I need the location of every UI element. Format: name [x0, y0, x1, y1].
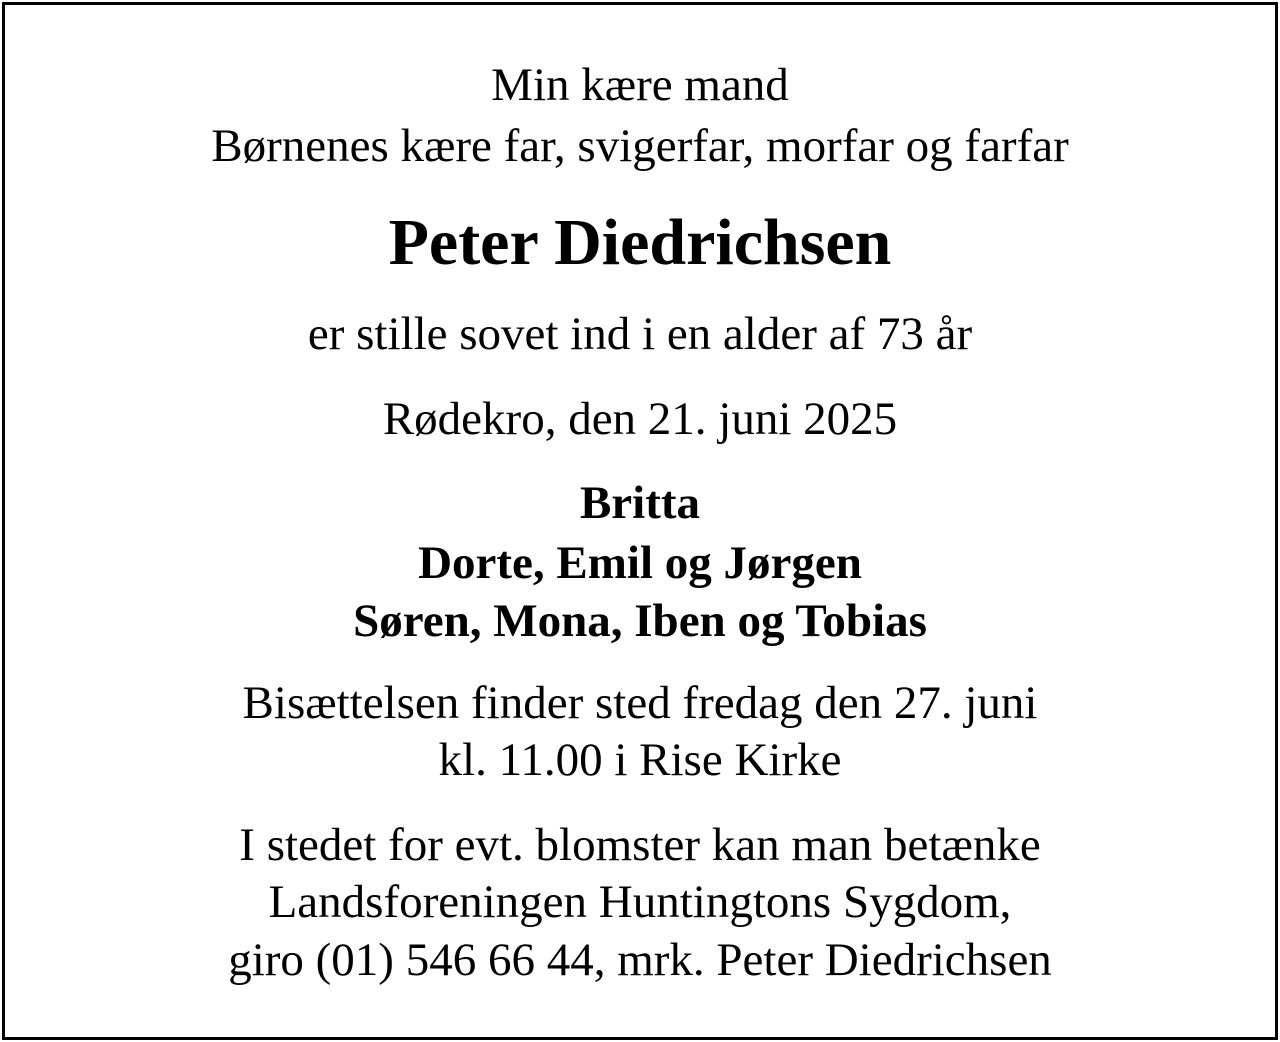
- intro-line-1: Min kære mand: [491, 59, 789, 111]
- family-line-2: Dorte, Emil og Jørgen: [418, 537, 862, 589]
- age-line: er stille sovet ind i en alder af 73 år: [307, 308, 973, 360]
- family-line-3: Søren, Mona, Iben og Tobias: [353, 595, 927, 647]
- family-line-1: Britta: [579, 477, 701, 529]
- funeral-line-1: Bisættelsen finder sted fredag den 27. juni: [242, 677, 1038, 729]
- deceased-name: Peter Diedrichsen: [388, 206, 892, 279]
- donation-line-2: Landsforeningen Huntingtons Sygdom,: [268, 876, 1012, 928]
- donation-line-3: giro (01) 546 66 44, mrk. Peter Diedrichsen: [228, 934, 1052, 986]
- place-date-line: Rødekro, den 21. juni 2025: [382, 393, 898, 445]
- donation-line-1: I stedet for evt. blomster kan man betænke: [239, 819, 1041, 871]
- funeral-line-2: kl. 11.00 i Rise Kirke: [438, 734, 842, 786]
- intro-line-2: Børnenes kære far, svigerfar, morfar og farfar: [211, 120, 1069, 172]
